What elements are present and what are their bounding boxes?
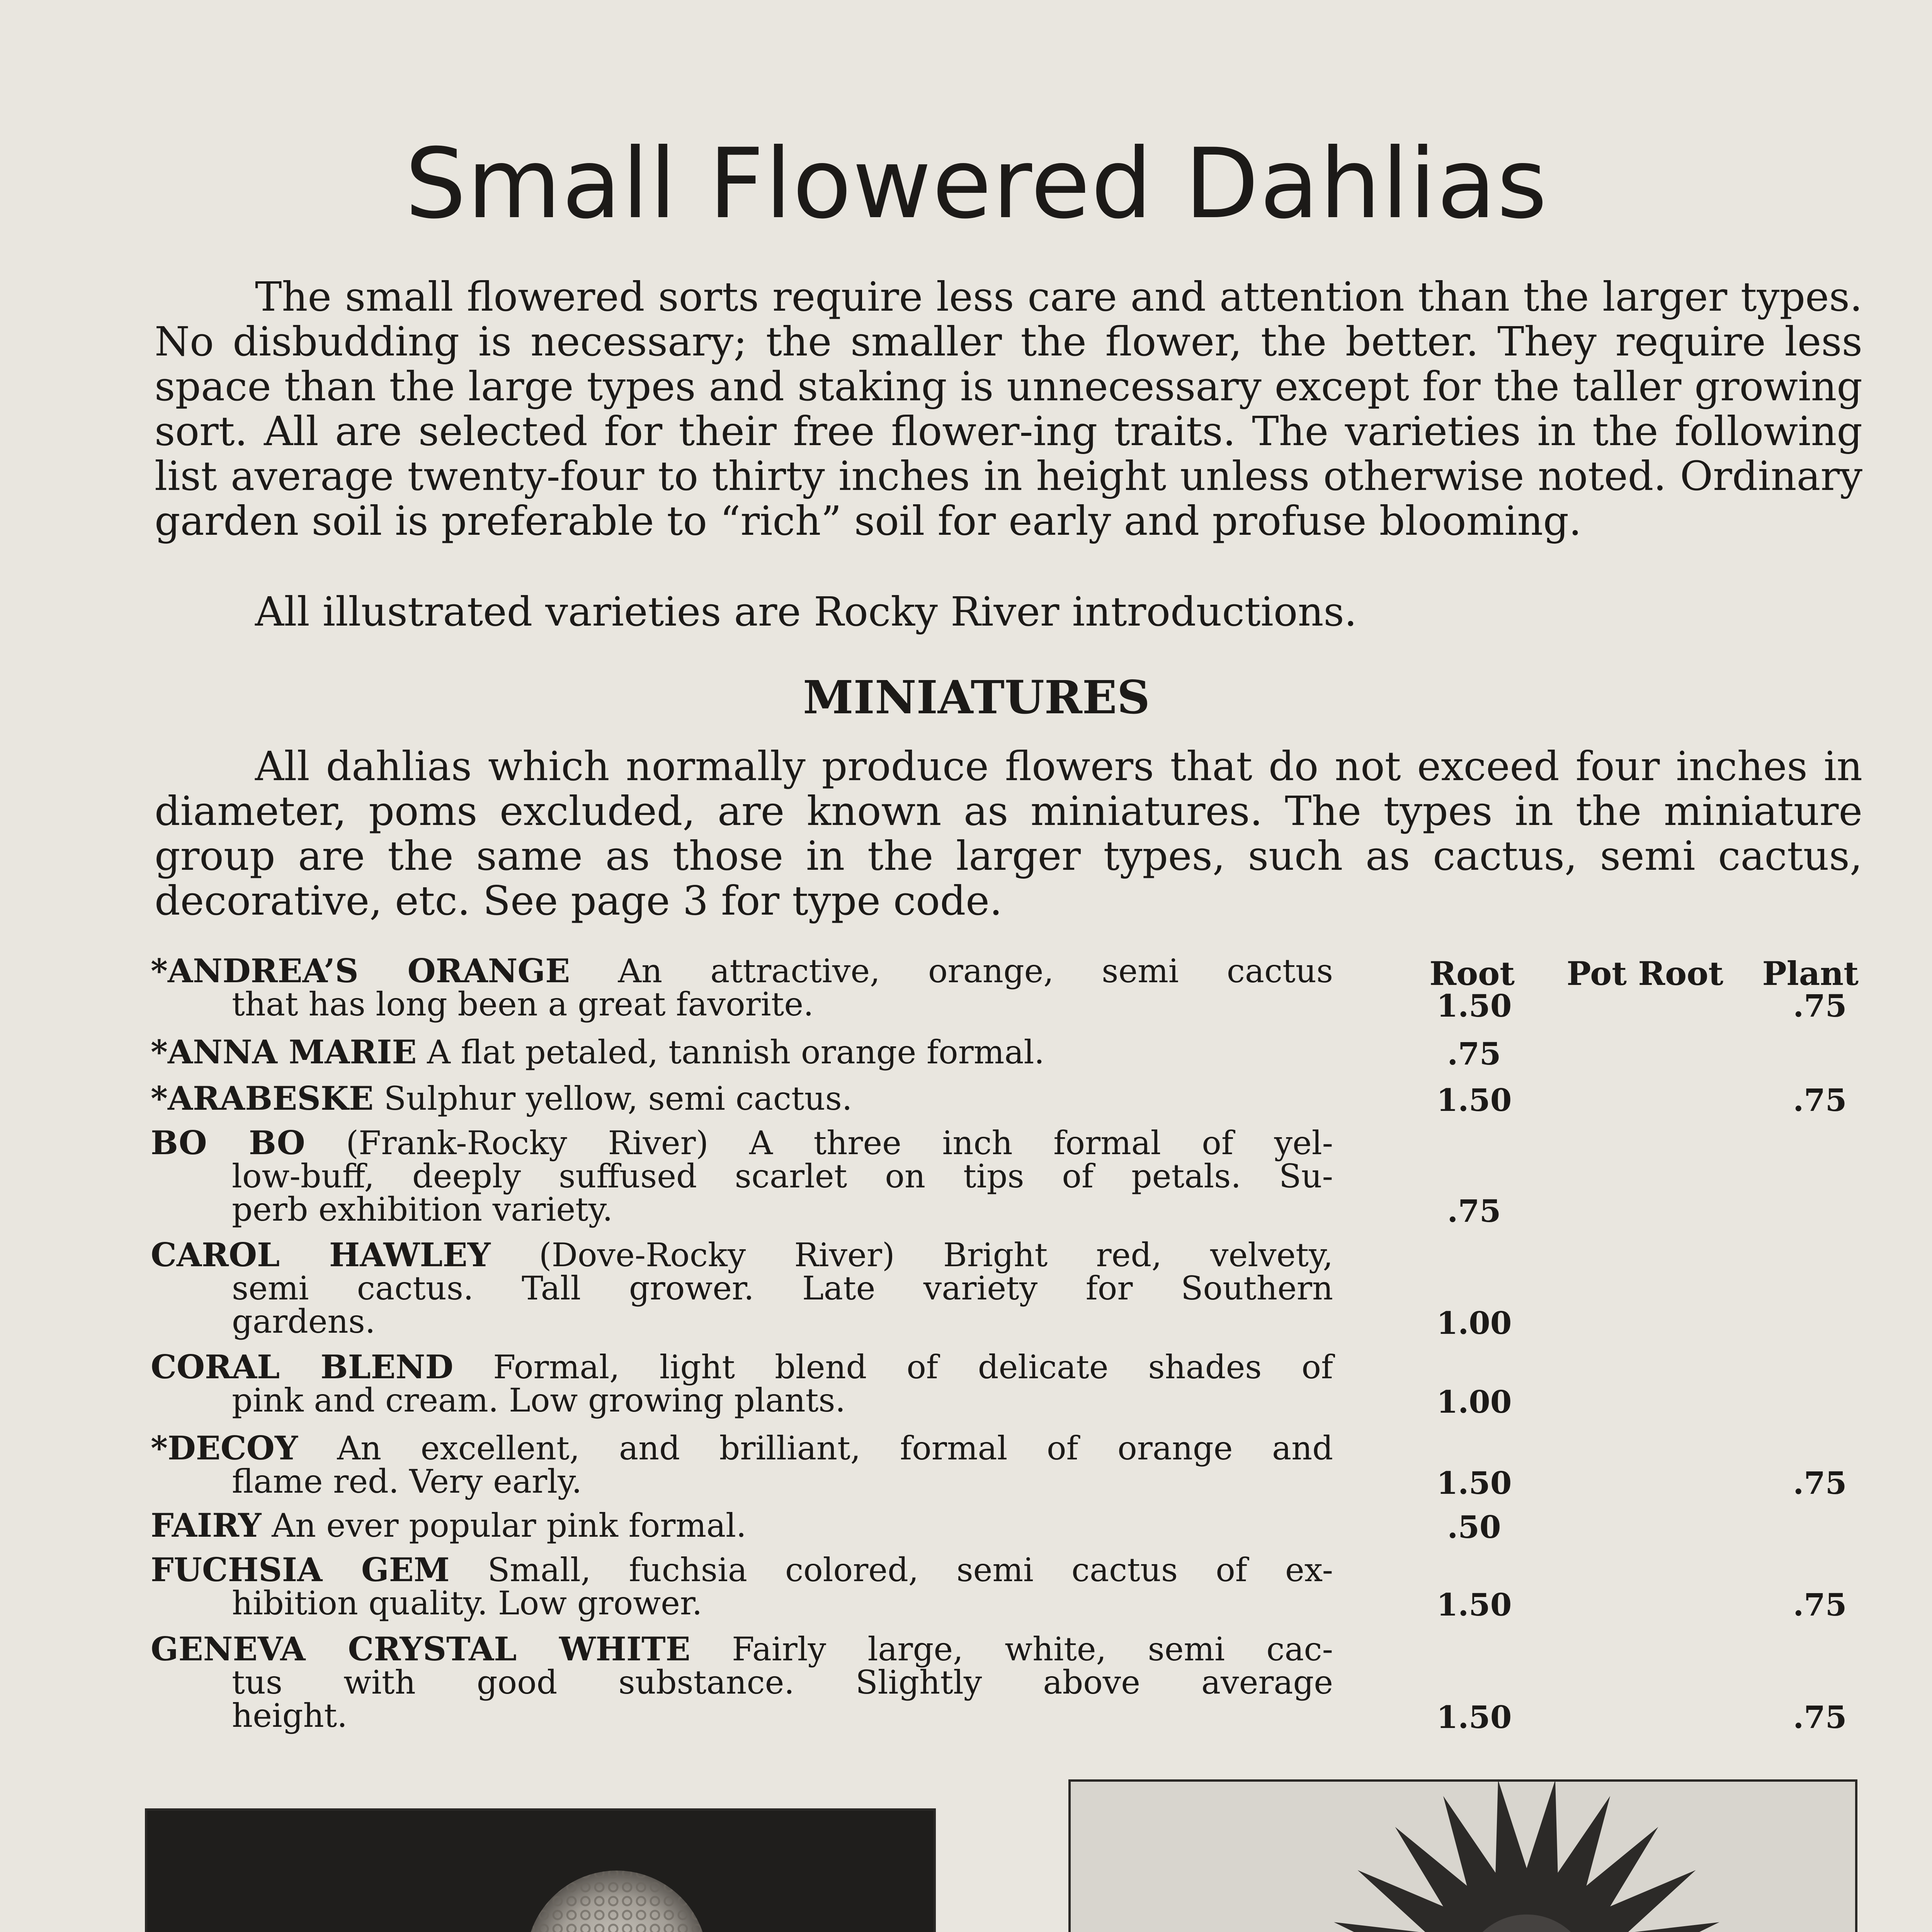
carol-hawley-photo <box>1068 1779 1857 1932</box>
variety-entry <box>151 1429 1333 1500</box>
variety-description-line: that has long been a great favorite. <box>232 985 814 1023</box>
variety-entry <box>151 1350 1333 1417</box>
variety-entry <box>151 1238 1333 1338</box>
intro-paragraph: The small flowered sorts require less care and attention than the larger types. No disbudding is necessary; the smaller the flower, the better. They require less space than the large types and staking is unnecessary except for the taller growing sort. All are selected for their free flower-ing traits. The varieties in the following list average twenty-four to thirty inches in height unless otherwise noted. Ordinary garden soil is preferable to “rich” soil for early and profuse blooming. <box>155 273 1862 544</box>
variety-name: CAROL HAWLEY <box>151 1236 491 1274</box>
variety-entry <box>151 1079 1333 1117</box>
variety-description: An ever popular pink formal. <box>261 1507 747 1544</box>
variety-description: (Dove-Rocky River) Bright red, velvety, <box>490 1236 1333 1274</box>
variety-name: FUCHSIA GEM <box>151 1551 450 1589</box>
carol-hawley-image <box>1071 1782 1855 1932</box>
variety-entry <box>151 1506 1333 1544</box>
bo-bo-photo <box>145 1808 936 1932</box>
column-header-root: Root <box>1429 954 1515 993</box>
price-plant: .75 <box>1793 988 1847 1024</box>
variety-name: GENEVA CRYSTAL WHITE <box>151 1630 690 1668</box>
section-intro: All dahlias which normally produce flowers that do not exceed four inches in diameter, poms excluded, are known as miniatures. The types in the miniature group are the same as those in the larger types, such as cactus, semi cactus, decorative, etc. See page 3 for type code. <box>155 743 1862 924</box>
variety-description-line: low-buff, deeply suffused scarlet on tips of petals. Su- <box>232 1157 1333 1195</box>
column-header-pot-root: Pot Root <box>1566 954 1723 993</box>
variety-description-line: tus with good substance. Slightly above average <box>232 1663 1333 1701</box>
variety-description: A flat petaled, tannish orange formal. <box>417 1033 1045 1071</box>
price-root: .50 <box>1447 1509 1501 1545</box>
variety-entry <box>151 954 1333 1021</box>
price-root: 1.50 <box>1436 1699 1512 1735</box>
variety-name: CORAL BLEND <box>151 1348 454 1386</box>
illustrated-note: All illustrated varieties are Rocky River introductions. <box>255 588 1357 635</box>
variety-description: (Frank-Rocky River) A three inch formal of yel- <box>305 1124 1333 1162</box>
variety-name: *ARABESKE <box>151 1079 374 1117</box>
variety-description-line: perb exhibition variety. <box>232 1190 613 1228</box>
page-title: Small Flowered Dahlias <box>405 128 1548 240</box>
price-plant: .75 <box>1793 1465 1847 1501</box>
price-root: 1.00 <box>1436 1384 1512 1420</box>
variety-description-line: hibition quality. Low grower. <box>232 1584 702 1622</box>
price-root: 1.00 <box>1436 1305 1512 1341</box>
variety-description: An excellent, and brilliant, formal of orange and <box>298 1429 1333 1467</box>
column-header-plant: Plant <box>1762 954 1859 993</box>
section-heading: MINIATURES <box>803 670 1150 724</box>
variety-description-line: gardens. <box>232 1303 376 1340</box>
price-root: .75 <box>1447 1193 1501 1229</box>
variety-name: BO BO <box>151 1124 305 1162</box>
variety-description: Sulphur yellow, semi cactus. <box>373 1080 852 1117</box>
price-root: 1.50 <box>1436 1082 1512 1118</box>
price-root: 1.50 <box>1436 1465 1512 1501</box>
variety-entry <box>151 1630 1333 1735</box>
variety-name: *DECOY <box>151 1429 298 1467</box>
variety-entry <box>151 1033 1333 1071</box>
bo-bo-image <box>147 1811 934 1932</box>
variety-name: FAIRY <box>151 1506 262 1544</box>
variety-entry <box>151 1553 1333 1620</box>
price-root: .75 <box>1447 1036 1501 1072</box>
variety-name: *ANNA MARIE <box>151 1033 417 1071</box>
variety-description: Formal, light blend of delicate shades of <box>453 1348 1333 1386</box>
variety-description: Small, fuchsia colored, semi cactus of ex- <box>449 1551 1333 1589</box>
variety-description-line: pink and cream. Low growing plants. <box>232 1381 846 1419</box>
variety-description: An attractive, orange, semi cactus <box>570 952 1333 990</box>
variety-description-line: semi cactus. Tall grower. Late variety for Southern <box>232 1269 1333 1307</box>
price-root: 1.50 <box>1436 988 1512 1024</box>
variety-name: *ANDREA’S ORANGE <box>151 952 570 990</box>
variety-entry <box>151 1126 1333 1226</box>
price-root: 1.50 <box>1436 1587 1512 1623</box>
price-plant: .75 <box>1793 1699 1847 1735</box>
variety-description-line: height. <box>232 1697 348 1735</box>
price-plant: .75 <box>1793 1082 1847 1118</box>
variety-description: Fairly large, white, semi cac- <box>690 1630 1333 1668</box>
price-plant: .75 <box>1793 1587 1847 1623</box>
variety-description-line: flame red. Very early. <box>232 1463 582 1500</box>
